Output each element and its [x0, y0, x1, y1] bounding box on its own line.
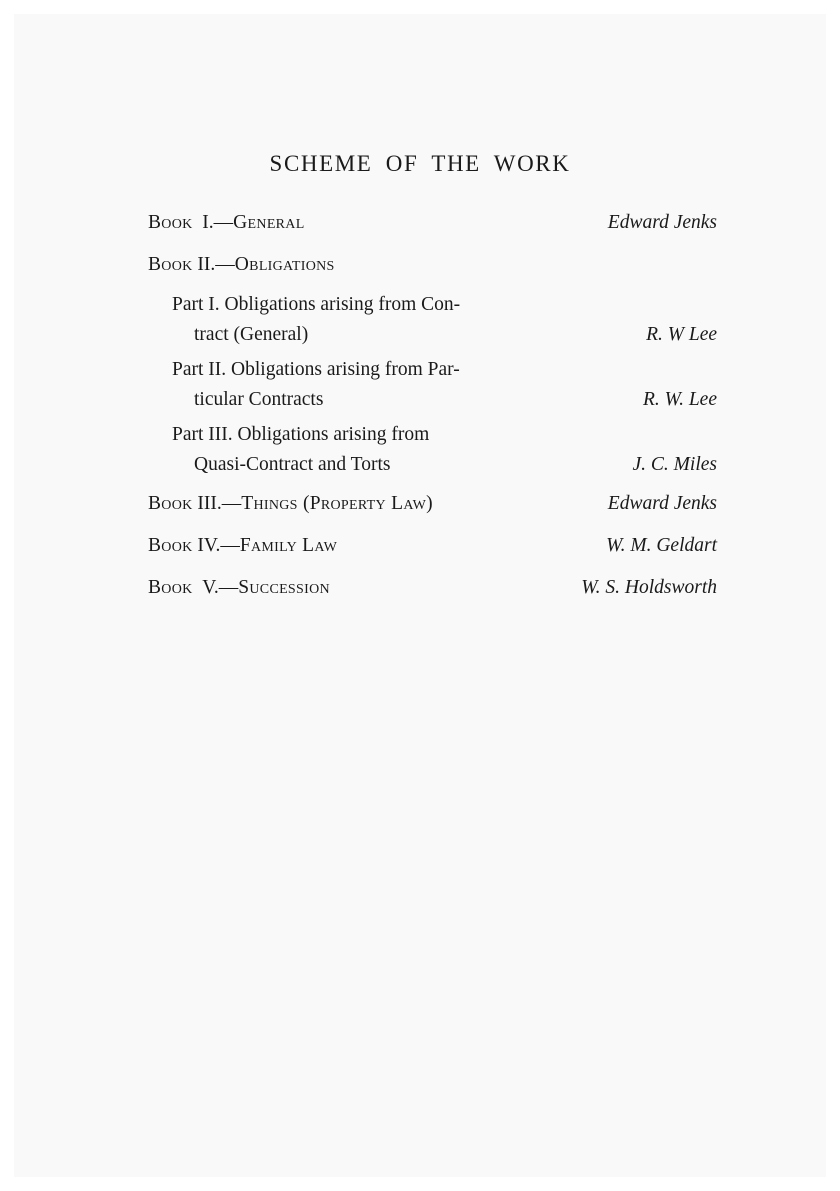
book-numeral: V.—: [202, 577, 239, 598]
entry-label: [148, 573, 330, 602]
entry-label: [148, 250, 335, 279]
book-word: Book: [148, 535, 193, 556]
book-subject: Things (Property Law): [241, 493, 433, 514]
part-line-2: Quasi-Contract and Torts: [194, 454, 391, 475]
book-subject: Succession: [238, 577, 330, 598]
book-numeral: III.—: [197, 493, 242, 514]
author-name: Edward Jenks: [607, 493, 717, 514]
author-name: Edward Jenks: [607, 212, 717, 233]
part-line-1: Part I. Obligations arising from Con-: [172, 294, 461, 315]
book-subject: Family Law: [239, 535, 338, 556]
author-name: W. M. Geldart: [606, 535, 717, 556]
part-line-1: Part III. Obligations arising from: [172, 424, 430, 445]
entry-label: [148, 489, 433, 518]
part-line-1: Part II. Obligations arising from Par-: [172, 359, 460, 380]
entry-label: [148, 208, 305, 237]
author-name: R. W Lee: [646, 324, 717, 345]
author-name: J. C. Miles: [632, 454, 717, 475]
entry-label: [148, 531, 337, 560]
book-numeral: I.—: [202, 212, 234, 233]
author-name: R. W. Lee: [642, 389, 717, 410]
book-word: Book: [148, 212, 193, 233]
book-subject: General: [233, 212, 305, 233]
book-word: Book: [148, 493, 193, 514]
page-title: SCHEME OF THE WORK: [269, 151, 571, 176]
book-subject: Obligations: [234, 254, 335, 275]
book-word: Book: [148, 577, 193, 598]
part-line-2: ticular Contracts: [194, 389, 324, 410]
book-numeral: II.—: [197, 254, 235, 275]
author-name: W. S. Holdsworth: [581, 577, 717, 598]
part-line-2: tract (General): [194, 324, 309, 345]
book-word: Book: [148, 254, 193, 275]
book-numeral: IV.—: [197, 535, 240, 556]
